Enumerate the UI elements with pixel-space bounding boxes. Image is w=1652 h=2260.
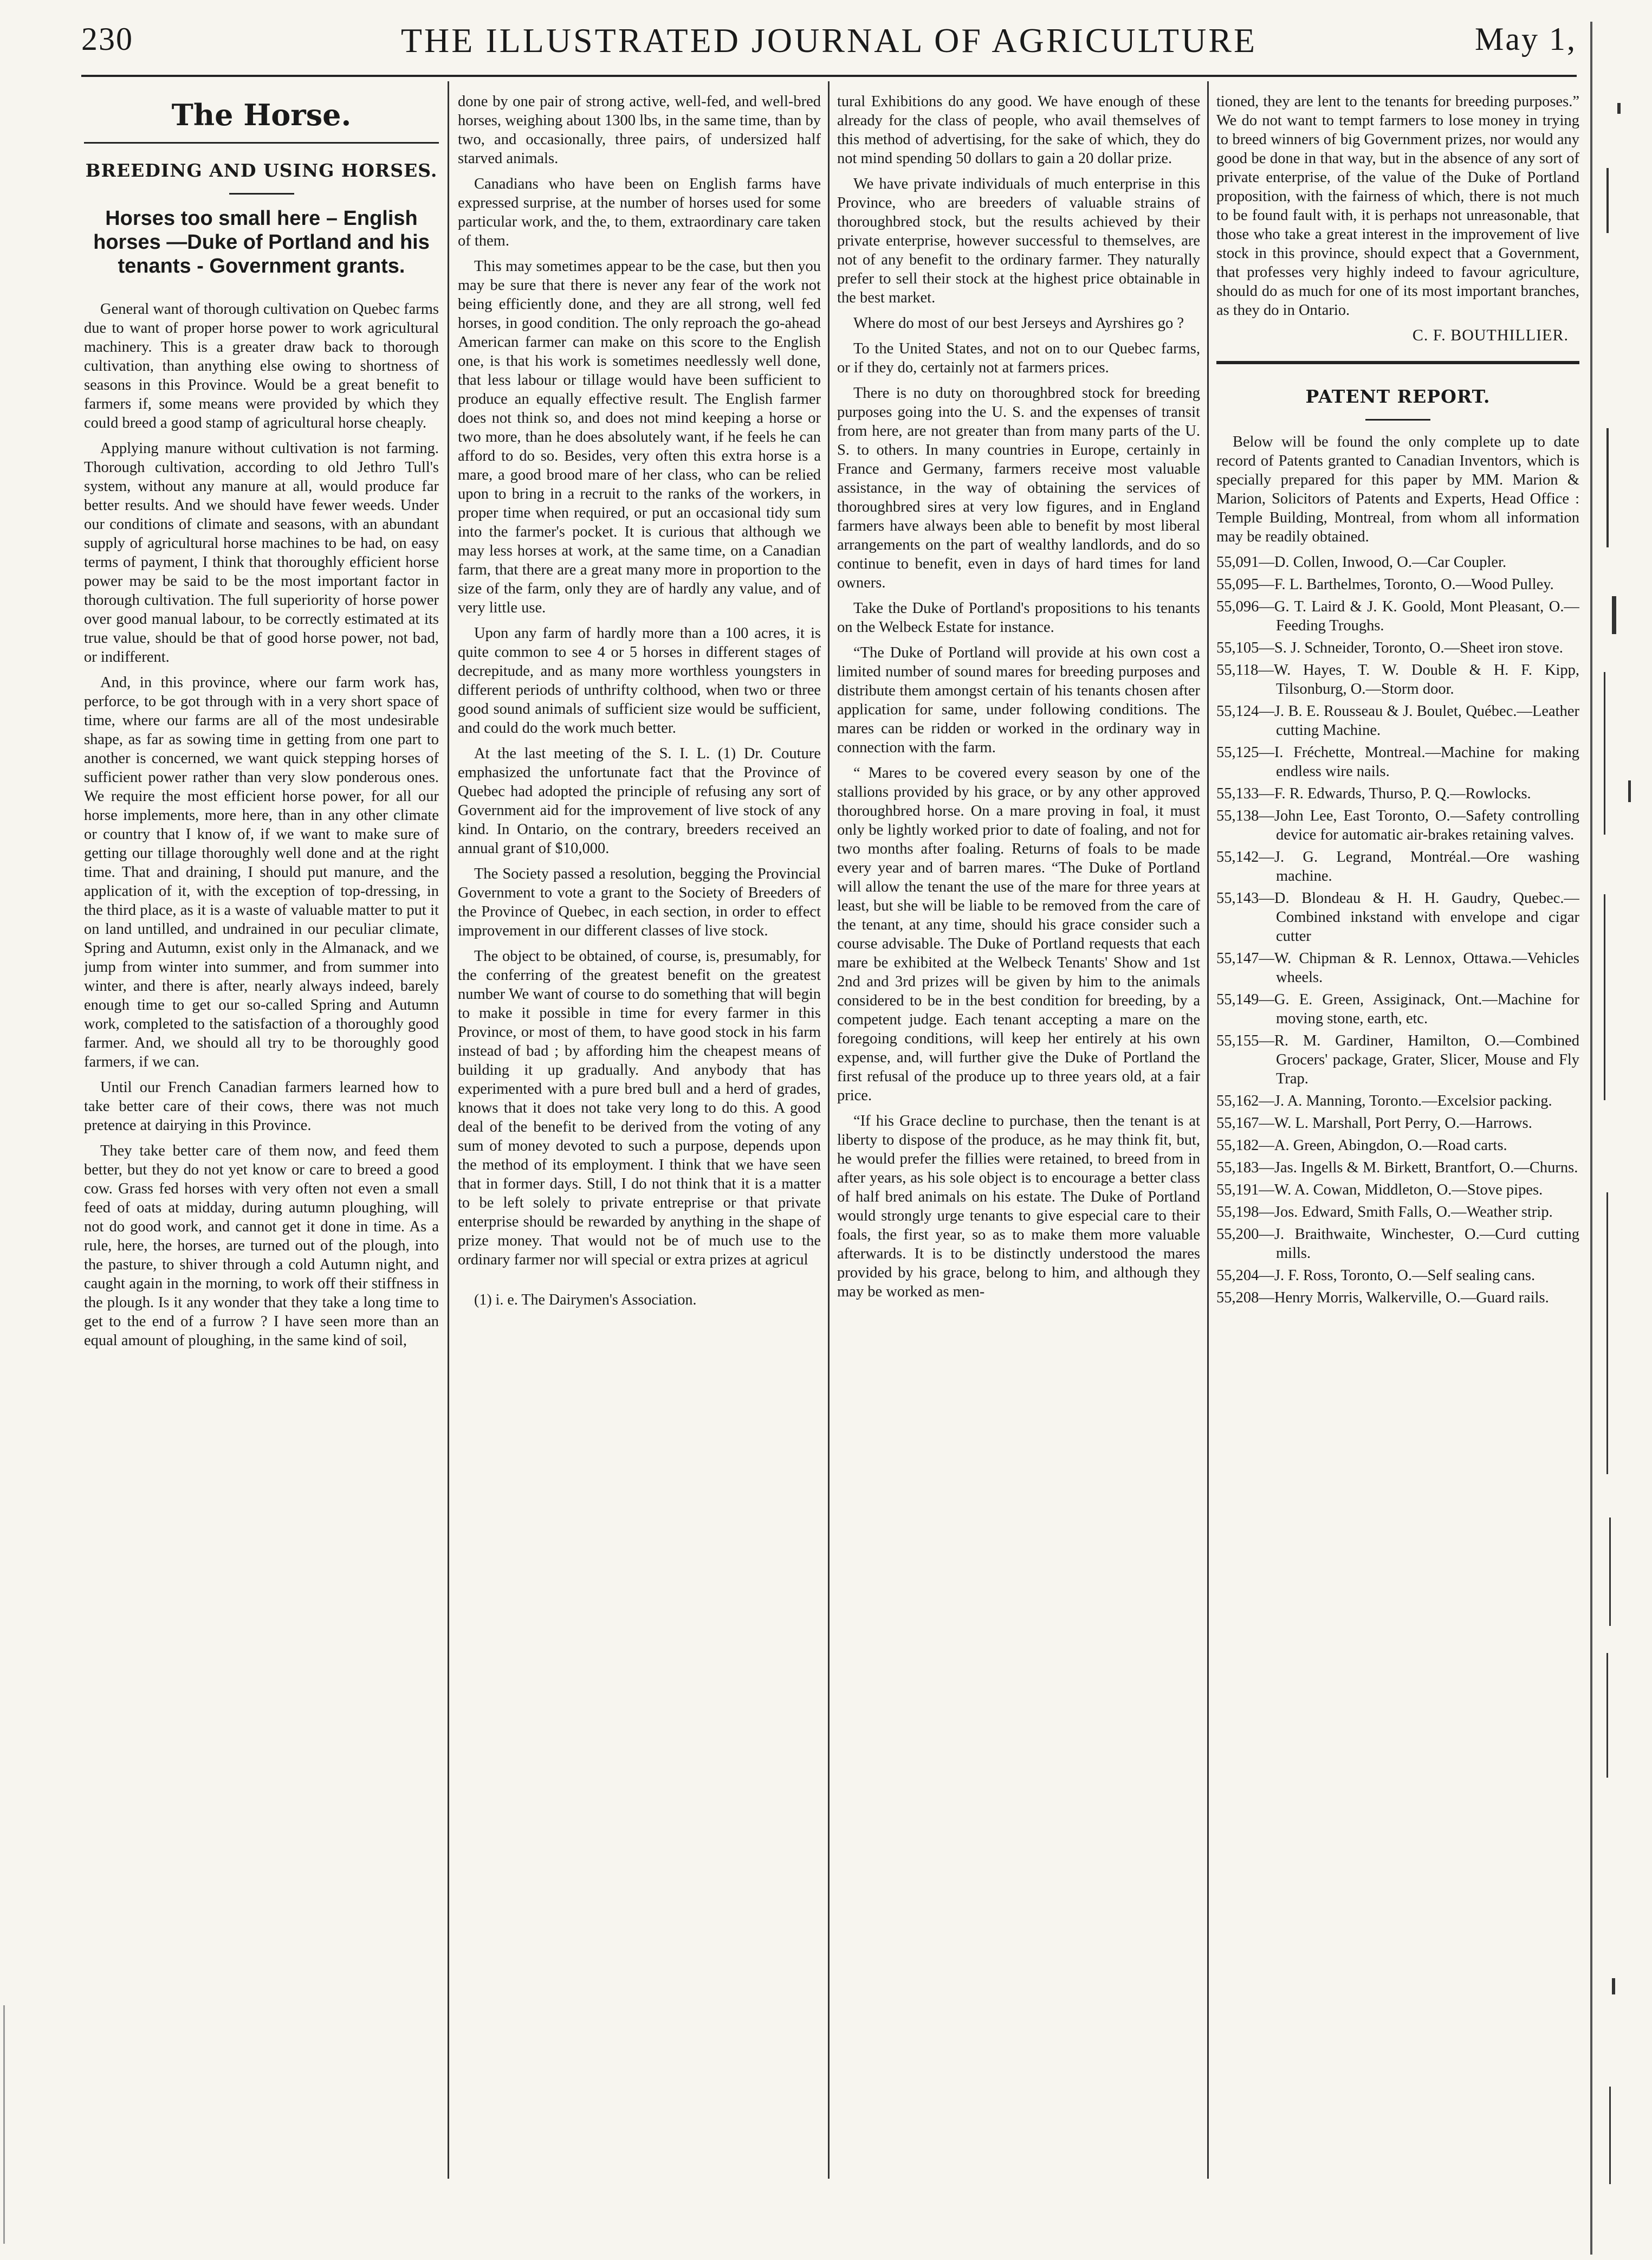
patent-entry: 55,142—J. G. Legrand, Montréal.—Ore washing machine. xyxy=(1216,849,1579,884)
article-paragraph: “ Mares to be covered every season by one of the stallions provided by his grace, or by any other approved thoroughbred horse. On a mare proving in foal, it must only be lightly worked prior to date of foaling, and not for two months after foaling. Returns of foals to be made every year and of barren mares. “The Duke of Portland will allow the tenant the use of the mare for three years at least, but she will be liable to be removed from the care of the tenant, at any time, should his grace consider such a course advisable. The Duke of Portland requests that each mare be exhibited at the Welbeck Tenants' Show and 1st 2nd and 3rd prizes will be given by him to the animals considered to be in the best condition for breeding, by a competent judge. Each tenant accepting a mare on the foregoing conditions, will keep her entirely at his own expense, and, will further give the Duke of Portland the first refusal of the produce up to three years old, at a fair price. xyxy=(837,765,1200,1104)
masthead xyxy=(81,10,1577,69)
patent-entry: 55,096—G. T. Laird & J. K. Goold, Mont Pleasant, O.—Feeding Troughs. xyxy=(1216,598,1579,634)
patent-entry: 55,105—S. J. Schneider, Toronto, O.—Sheet iron stove. xyxy=(1216,640,1563,656)
patent-entry: 55,133—F. R. Edwards, Thurso, P. Q.—Rowlocks. xyxy=(1216,785,1531,802)
column-1 xyxy=(84,92,439,2173)
scan-margin-marks xyxy=(1596,81,1650,2222)
patent-entry: 55,198—Jos. Edward, Smith Falls, O.—Weather strip. xyxy=(1216,1204,1553,1221)
article-paragraph: General want of thorough cultivation on Quebec farms due to want of proper horse power to work agricultural machinery. This is a greater draw back to thorough cultivation, than anything else owing to shortness of seasons in this Province. Would be a great benefit to farmers if, some means were provided by which they could breed a good stamp of agricultural horse cheaply. xyxy=(84,301,439,431)
article-heading: BREEDING AND USING HORSES. xyxy=(85,160,438,181)
article-paragraph: Applying manure without cultivation is not farming. Thorough cultivation, according to old Jethro Tull's system, without any manure at all, would produce far better results. And we should have fewer weeds. Under our conditions of climate and seasons, with an abundant supply of agricultural horse machines to be had, on easy terms of payment, I think that thoroughly efficient horse power may be said to be the most important factor in thorough cultivation. The full superiority of horse power over good manual labour, to be correctly estimated at its true value, should be that of good horse power, not bad, or indifferent. xyxy=(84,440,439,666)
patent-report-heading: PATENT REPORT. xyxy=(1305,386,1491,407)
patent-entry: 55,124—J. B. E. Rousseau & J. Boulet, Québec.—Leather cutting Machine. xyxy=(1216,703,1579,739)
patent-entry: 55,191—W. A. Cowan, Middleton, O.—Stove pipes. xyxy=(1216,1181,1543,1198)
journal-title: THE ILLUSTRATED JOURNAL OF AGRICULTURE xyxy=(400,21,1258,60)
patent-entry: 55,200—J. Braithwaite, Winchester, O.—Curd cutting mills. xyxy=(1216,1226,1579,1262)
article-paragraph: tioned, they are lent to the tenants for breeding purposes.” We do not want to tempt farmers to lose money in trying to breed winners of big Government prizes, nor would any good be done in that way, but in the absence of any sort of private enterprise, of the value of the Duke of Portland proposition, with the fairness of which, there is not much to be found fault with, it is perhaps not unreasonable, that those who take a great interest in the improvement of live stock in this province, should expect that a Government, that professes very highly indeed to favour agriculture, should do as much for one of its most important branches, as they do in Ontario. xyxy=(1216,93,1579,319)
scan-left-marks xyxy=(0,2005,11,2255)
patent-entry: 55,208—Henry Morris, Walkerville, O.—Guard rails. xyxy=(1216,1289,1549,1306)
patent-entry: 55,138—John Lee, East Toronto, O.—Safety controlling device for automatic air-brakes retaining valves. xyxy=(1216,808,1579,843)
article-paragraph: They take better care of them now, and feed them better, but they do not yet know or care to breed a good cow. Grass fed horses with very often not even a small feed of oats at midday, during autumn ploughing, will not do good work, and cannot get it done in time. As a rule, here, the horses, are turned out of the plough, into the pasture, to shiver through a cold Autumn night, and caught again in the morning, to work off their stiffness in the plough. Is it any wonder that they take a long time to get to the end of a furrow ? I have seen more than an equal amount of ploughing, in the same kind of soil, xyxy=(84,1142,439,1349)
patent-entry: 55,149—G. E. Green, Assiginack, Ont.—Machine for moving stone, earth, etc. xyxy=(1216,991,1579,1027)
short-rule xyxy=(1365,419,1430,421)
patent-entry: 55,182—A. Green, Abingdon, O.—Road carts. xyxy=(1216,1137,1507,1154)
short-rule xyxy=(229,193,294,195)
patent-entry: 55,118—W. Hayes, T. W. Double & H. F. Kipp, Tilsonburg, O.—Storm door. xyxy=(1216,662,1579,698)
article-paragraph: Until our French Canadian farmers learned how to take better care of their cows, there was not much pretence at dairying in this Province. xyxy=(84,1079,439,1134)
column-3 xyxy=(837,92,1200,2173)
article-paragraph: At the last meeting of the S. I. L. (1) Dr. Couture emphasized the unfortunate fact that the Province of Quebec had adopted the principle of refusing any sort of Government aid for the improvement of live stock of any kind. In Ontario, on the contrary, breeders received an annual grant of $10,000. xyxy=(458,745,821,857)
section-title: The Horse. xyxy=(171,98,352,132)
article-paragraph: And, in this province, where our farm work has, perforce, to be got through with in a very short space of time, where our farms are all of the most undesirable shape, as far as sowing time in getting from one part to another is concerned, we want quick stepping horses of sufficient power rather than very slow ponderous ones. We require the most efficient horse power, for all our horse implements, more here, than in any other climate or country that I know of, if we want to make sure of getting our tillage thoroughly well done and at the right time. That and draining, I should put manure, and the application of it, with the exception of top-dressing, in the third place, as it is a waste of valuable matter to put it on land untilled, and undrained in our peculiar climate, Spring and Autumn, exist only in the Almanack, and we jump from winter into summer, and from summer into winter, and there is after, nearly always indeed, barely enough time to get our so-called Spring and Autumn work, completed to the satisfaction of a thoroughly good farmer. And, we should all try to be thoroughly good farmers, if we can. xyxy=(84,674,439,1070)
patent-list xyxy=(1216,553,1579,1307)
patent-intro: Below will be found the only complete up to date record of Patents granted to Canadian Inventors, which is specially prepared for this paper by MM. Marion & Marion, Solicitors of Patents and Experts, Head Office : Temple Building, Montreal, from whom all information may be readily obtained. xyxy=(1216,434,1579,545)
article-paragraph: To the United States, and not on to our Quebec farms, or if they do, certainly not at farmers prices. xyxy=(837,340,1200,376)
article-paragraph: Take the Duke of Portland's propositions to his tenants on the Welbeck Estate for instance. xyxy=(837,600,1200,636)
masthead-rule xyxy=(81,75,1577,77)
article-paragraph: done by one pair of strong active, well-fed, and well-bred horses, weighing about 1300 lbs, in the same time, than by two, and occasionally, three pairs, of undersized half starved animals. xyxy=(458,93,821,167)
article-paragraph: This may sometimes appear to be the case, but then you may be sure that there is never any fear of the work not being efficiently done, and they are all strong, well fed horses, in good condition. The only reproach the go-ahead American farmer can make on this score to the English one, is that his work is sometimes needlessly well done, that less labour or tillage would have been sufficient to produce an equally effective result. The English farmer does not think so, and does not mind keeping a horse or two more, than he does absolutely want, if he feels he can afford to do so. Besides, very often this extra horse is a mare, a good brood mare of her class, who can be relied upon to bring in a recruit to the ranks of the workers, in proper time when required, or put an occasional tidy sum into the farmer's pocket. It is curious that although we may less horses at work, at the same time, on a Canadian farm, that there are a great many more in proportion to the size of the farm, only they are of hardly any value, and of very little use. xyxy=(458,258,821,616)
article-paragraph: Canadians who have been on English farms have expressed surprise, at the number of horses used for some particular work, and the, to them, extraordinary care taken of them. xyxy=(458,176,821,249)
patent-entry: 55,167—W. L. Marshall, Port Perry, O.—Harrows. xyxy=(1216,1115,1532,1132)
patent-entry: 55,125—I. Fréchette, Montreal.—Machine for making endless wire nails. xyxy=(1216,744,1579,780)
patent-entry: 55,155—R. M. Gardiner, Hamilton, O.—Combined Grocers' package, Grater, Slicer, Mouse and Fly Trap. xyxy=(1216,1032,1579,1087)
patent-entry: 55,091—D. Collen, Inwood, O.—Car Coupler. xyxy=(1216,554,1507,571)
patent-entry: 55,095—F. L. Barthelmes, Toronto, O.—Wood Pulley. xyxy=(1216,576,1554,593)
article-paragraph: tural Exhibitions do any good. We have enough of these already for the class of people, who avail themselves of this method of advertising, for the sake of which, they do not mind spending 50 dollars to gain a 20 dollar prize. xyxy=(837,93,1200,167)
article-paragraph: Upon any farm of hardly more than a 100 acres, it is quite common to see 4 or 5 horses in different stages of decrepitude, and as many more worthless youngsters in different periods of unthrifty colthood, when two or three good sound animals of sufficient size would be sufficient, and could do the work much better. xyxy=(458,625,821,737)
patent-entry: 55,147—W. Chipman & R. Lennox, Ottawa.—Vehicles wheels. xyxy=(1216,950,1579,986)
patent-entry: 55,183—Jas. Ingells & M. Birkett, Brantfort, O.—Churns. xyxy=(1216,1159,1578,1176)
article-paragraph: There is no duty on thoroughbred stock for breeding purposes going into the U. S. and the expenses of transit from here, are not greater than from many parts of the U. S. to others. In many countries in Europe, certainly in France and Germany, farmers receive most valuable assistance, in the way of obtaining the services of thoroughbred sires at very low figures, and in England farmers have always been able to benefit by most liberal arrangements on the part of wealthy landlords, and do so continue to benefit, even in days of hard times for land owners. xyxy=(837,385,1200,591)
page-edge-rule xyxy=(1590,22,1592,2255)
issue-date: May 1, xyxy=(1475,21,1577,57)
column-4 xyxy=(1216,92,1579,2173)
section-rule xyxy=(84,142,439,144)
page-number: 230 xyxy=(81,21,133,57)
article-paragraph: The object to be obtained, of course, is, presumably, for the conferring of the greatest benefit on the greatest number We want of course to do something that will begin to make it possible in time for every farmer in this Province, or most of them, to have good stock in his farm instead of bad ; by affording him the cheapest means of building it up gradually. And anybody that has experimented with a pure bred bull and a herd of grades, knows that it does not take very long to do this. A good deal of the benefit to be derived from the voting of any sum of money devoted to such a purpose, depends upon the method of its employment. I think that we have seen that in former days. Still, I do not think that it is a matter to be left solely to private entreprise or that private enterprise should be rewarded by anything in the shape of prize money. That would not be of much use to the ordinary farmer nor will special or extra prizes at agricul xyxy=(458,948,821,1268)
article-paragraph: Where do most of our best Jerseys and Ayrshires go ? xyxy=(853,315,1184,332)
column-divider xyxy=(1207,81,1209,2179)
article-paragraph: “If his Grace decline to purchase, then the tenant is at liberty to dispose of the produce, as he may think fit, but, he would prefer the fillies were retained, to breed from in after years, as his sole object is to encourage a better class of half bred animals on his estate. The Duke of Portland would strongly urge tenants to give especial care to their foals, the first year, so as to make them more valuable afterwards. It is to be distinctly understood the mares provided by his grace, belong to him, and although they may be worked as men- xyxy=(837,1113,1200,1300)
column-divider xyxy=(828,81,830,2179)
patent-entry: 55,162—J. A. Manning, Toronto.—Excelsior packing. xyxy=(1216,1093,1552,1109)
article-paragraph: “The Duke of Portland will provide at his own cost a limited number of sound mares for breeding purposes and distribute them amongst certain of his tenants chosen after application for same, under following conditions. The mares can be ridden or worked in the ordinary way in connection with the farm. xyxy=(837,644,1200,756)
patent-entry: 55,204—J. F. Ross, Toronto, O.—Self sealing cans. xyxy=(1216,1267,1536,1284)
patent-entry: 55,143—D. Blondeau & H. H. Gaudry, Quebec.—Combined inkstand with envelope and cigar cutter xyxy=(1216,890,1579,945)
article-paragraph: The Society passed a resolution, begging the Provincial Government to vote a grant to the Society of Breeders of the Province of Quebec, in each section, in order to effect improvement in our different classes of live stock. xyxy=(458,866,821,939)
column-2 xyxy=(458,92,821,2173)
author-signature: C. F. BOUTHILLIER. xyxy=(1412,326,1569,344)
section-rule xyxy=(1216,361,1579,364)
footnote: (1) i. e. The Dairymen's Association. xyxy=(474,1292,697,1308)
article-paragraph: We have private individuals of much enterprise in this Province, who are breeders of valuable strains of thoroughbred stock, but the results achieved by their private enterprise, however successful to themselves, are not of any benefit to the ordinary farmer. They naturally prefer to sell their stock at the highest price obtainable in the best market. xyxy=(837,176,1200,306)
column-divider xyxy=(448,81,449,2179)
article-subheading: Horses too small here – English horses —Duke of Portland and his tenants - Government grants. xyxy=(93,207,430,277)
